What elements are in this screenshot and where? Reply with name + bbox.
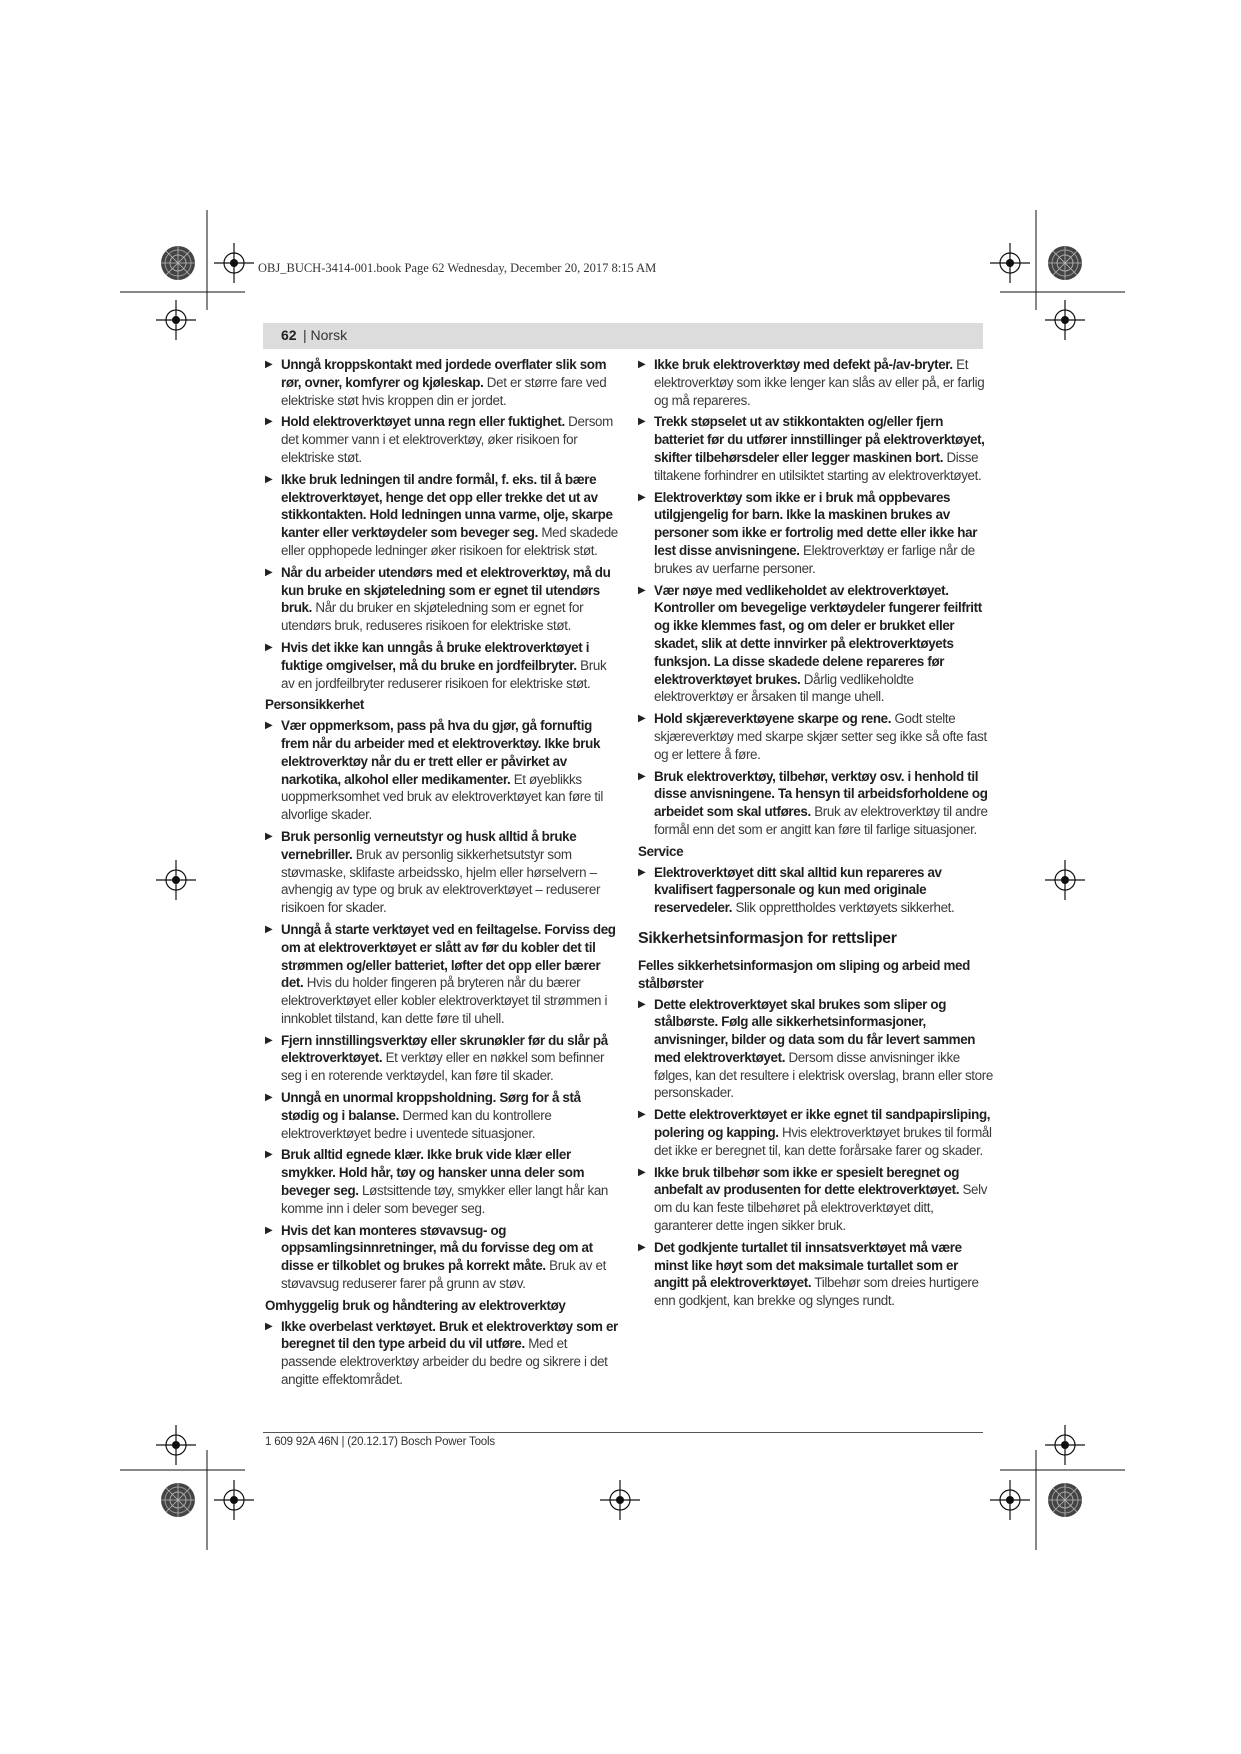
color-target-icon: [161, 1483, 195, 1517]
item-normal-text: Elektroverktøy er farlige når de brukes av uerfarne personer.: [654, 542, 975, 576]
triangle-bullet-icon: ▶: [265, 830, 273, 842]
list-item: [638, 1164, 993, 1235]
triangle-bullet-icon: ▶: [638, 713, 646, 725]
list-item: [265, 921, 620, 1028]
left-column: [265, 356, 620, 1393]
item-bold-text: Hold elektroverktøyet unna regn eller fuktighet.: [281, 414, 565, 430]
item-normal-text: Slik opprettholdes verktøyets sikkerhet.: [732, 900, 955, 916]
subhead-service: Service: [638, 843, 684, 859]
item-normal-text: Et elektroverktøy som ikke lenger kan slås av eller på, er farlig og må repareres.: [654, 357, 985, 408]
item-normal-text: Løstsittende tøy, smykker eller langt hår kan komme inn i deler som beveger seg.: [281, 1183, 609, 1216]
triangle-bullet-icon: ▶: [265, 641, 273, 653]
item-bold-text: Bruk alltid egnede klær. Ikke bruk vide klær eller smykker. Hold hår, tøy og hansker unna deler som beveger seg.: [281, 1147, 585, 1199]
registration-mark-icon: [1045, 300, 1085, 340]
item-bold-text: Det godkjente turtallet til innsatsverktøyet må være minst like høyt som det maksimale turtallet som er angitt på elektroverktøyet.: [654, 1239, 962, 1291]
list-item: [638, 356, 993, 409]
header-language: [303, 327, 347, 343]
list-item: [638, 413, 993, 484]
item-bold-text: Ikke bruk ledningen til andre formål, f. eks. til å bære elektroverktøyet, henge det opp eller trekke det ut av stikkontakten. Hold ledningen unna varme, olje, skarpe kanter eller verktøydeler som beveger seg.: [281, 471, 613, 541]
triangle-bullet-icon: ▶: [265, 720, 273, 732]
print-slug: OBJ_BUCH-3414-001.book Page 62 Wednesday, December 20, 2017 8:15 AM: [258, 261, 657, 275]
color-target-icon: [161, 246, 195, 280]
triangle-bullet-icon: ▶: [638, 491, 646, 503]
registration-mark-icon: [990, 243, 1030, 283]
triangle-bullet-icon: ▶: [265, 1034, 273, 1046]
list-item: [265, 413, 620, 466]
triangle-bullet-icon: ▶: [265, 1149, 273, 1161]
triangle-bullet-icon: ▶: [638, 416, 646, 428]
item-normal-text: Bruk av elektroverktøy til andre formål enn det som er angitt kan føre til farlige situasjoner.: [654, 804, 988, 837]
registration-mark-icon: [1045, 1425, 1085, 1465]
subhead-personsikkerhet: Personsikkerhet: [265, 697, 364, 713]
right-column: [638, 356, 993, 1314]
item-bold-text: Dette elektroverktøyet er ikke egnet til sandpapirsliping, polering og kapping.: [654, 1107, 991, 1141]
footer-rule: [263, 1432, 983, 1433]
item-bold-text: Hold skjæreverktøyene skarpe og rene.: [654, 711, 892, 727]
registration-mark-icon: [156, 300, 196, 340]
triangle-bullet-icon: ▶: [638, 584, 646, 596]
item-normal-text: Bruk av en jordfeilbryter reduserer risikoen for elektriske støt.: [281, 657, 607, 691]
triangle-bullet-icon: ▶: [265, 923, 273, 935]
item-normal-text: Bruk av personlig sikkerhetsutstyr som støvmaske, sklifaste arbeidssko, hjelm eller hørselvern – avhengig av type og bruk av elektroverktøyet – reduserer risikoen for skader.: [281, 846, 601, 916]
list-item: [638, 996, 993, 1103]
left-list-2: [265, 717, 620, 1293]
list-item: [265, 1032, 620, 1085]
item-bold-text: Vær oppmerksom, pass på hva du gjør, gå fornuftig frem når du arbeider med et elektroverktøy. Ikke bruk elektroverktøy når du er trett eller er påvirket av narkotika, alkohol eller medikamenter.: [281, 718, 601, 787]
item-bold-text: Bruk personlig verneutstyr og husk alltid å bruke vernebriller.: [281, 828, 577, 862]
list-item: [265, 356, 620, 409]
item-bold-text: Unngå å starte verktøyet ved en feiltagelse. Forviss deg om at elektroverktøyet er slått av før du kobler det til strømmen og/eller batteriet, løfter det opp eller bærer det.: [281, 921, 616, 991]
section-title: Sikkerhetsinformasjon for rettsliper: [638, 929, 897, 947]
item-normal-text: Et øyeblikks uoppmerksomhet ved bruk av elektroverktøyet kan føre til alvorlige skader.: [281, 771, 603, 823]
item-bold-text: Trekk støpselet ut av stikkontakten og/eller fjern batteriet før du utfører innstillinger på elektroverktøyet, skifter tilbehørsdeler eller legger maskinen bort.: [654, 414, 985, 465]
left-list-3: [265, 1318, 620, 1389]
item-normal-text: Når du bruker en skjøteledning som er egnet for utendørs bruk, reduseres risikoen for elektriske støt.: [281, 600, 584, 634]
triangle-bullet-icon: ▶: [265, 1320, 273, 1332]
registration-mark-icon: [214, 243, 254, 283]
list-item: [638, 768, 993, 839]
triangle-bullet-icon: ▶: [638, 1109, 646, 1121]
registration-mark-icon: [156, 860, 196, 900]
item-normal-text: Dårlig vedlikeholdte elektroverktøy er årsaken til mange uhell.: [654, 671, 914, 705]
list-item: [638, 582, 993, 707]
triangle-bullet-icon: ▶: [265, 566, 273, 578]
list-item: [638, 1106, 993, 1159]
page-number: 62: [281, 327, 297, 343]
list-item: [638, 1239, 993, 1310]
item-bold-text: Dette elektroverktøyet skal brukes som sliper og stålbørste. Følg alle sikkerhetsinformasjoner, anvisninger, bilder og data som du får levert sammen med elektroverktøyet.: [654, 996, 976, 1065]
left-list-1: [265, 356, 620, 692]
triangle-bullet-icon: ▶: [265, 1224, 273, 1236]
right-list-1: [638, 356, 993, 839]
item-bold-text: Hvis det kan monteres støvavsug- og oppsamlingsinnretninger, må du forvisse deg om at disse er tilkoblet og brukes på korrekt måte.: [281, 1222, 593, 1274]
language-label: Norsk: [310, 327, 348, 343]
list-item: [265, 471, 620, 560]
list-item: [265, 564, 620, 635]
list-item: [265, 1146, 620, 1217]
subhead-felles-sikkerhet: Felles sikkerhetsinformasjon om sliping og arbeid med stålbørster: [638, 957, 970, 991]
list-item: [265, 639, 620, 692]
registration-mark-icon: [156, 1425, 196, 1465]
item-normal-text: Et verktøy eller en nøkkel som befinner seg i en roterende verktøydel, kan føre til skader.: [281, 1050, 605, 1084]
triangle-bullet-icon: ▶: [265, 473, 273, 485]
triangle-bullet-icon: ▶: [638, 866, 646, 878]
item-bold-text: Bruk elektroverktøy, tilbehør, verktøy osv. i henhold til disse anvisningene. Ta hensyn til arbeidsforholdene og arbeidet som skal utføres.: [654, 768, 988, 820]
triangle-bullet-icon: ▶: [638, 359, 646, 370]
right-list-2: [638, 864, 993, 917]
triangle-bullet-icon: ▶: [265, 359, 273, 370]
item-bold-text: Unngå kroppskontakt med jordede overflater slik som rør, ovner, komfyrer og kjøleskap.: [281, 357, 607, 390]
item-bold-text: Ikke overbelast verktøyet. Bruk et elektroverktøy som er beregnet til den type arbeid du vil utføre.: [281, 1318, 618, 1352]
item-normal-text: Dersom det kommer vann i et elektroverktøy, øker risikoen for elektriske støt.: [281, 414, 613, 465]
triangle-bullet-icon: ▶: [638, 1241, 646, 1253]
registration-mark-icon: [214, 1480, 254, 1520]
list-item: [265, 1318, 620, 1389]
header-separator: |: [303, 327, 307, 343]
list-item: [638, 864, 993, 917]
item-bold-text: Når du arbeider utendørs med et elektroverktøy, må du kun bruke en skjøteledning som er egnet til utendørs bruk.: [281, 564, 611, 616]
triangle-bullet-icon: ▶: [265, 1092, 273, 1104]
item-bold-text: Ikke bruk tilbehør som ikke er spesielt beregnet og anbefalt av produsenten for dette elektroverktøyet.: [654, 1164, 960, 1198]
list-item: [638, 489, 993, 578]
item-bold-text: Elektroverktøyet ditt skal alltid kun repareres av kvalifisert fagpersonale og kun med originale reservedeler.: [654, 864, 942, 916]
list-item: [265, 828, 620, 917]
triangle-bullet-icon: ▶: [638, 770, 646, 782]
registration-mark-icon: [1045, 860, 1085, 900]
color-target-icon: [1048, 246, 1082, 280]
item-normal-text: Tilbehør som dreies hurtigere enn godkjent, kan brekke og slynges rundt.: [654, 1275, 979, 1309]
list-item: [265, 1089, 620, 1142]
subhead-omhyggelig-bruk: Omhyggelig bruk og håndtering av elektroverktøy: [265, 1297, 566, 1313]
item-bold-text: Elektroverktøy som ikke er i bruk må oppbevares utilgjengelig for barn. Ikke la maskinen brukes av personer som ikke er fortrolig med dette eller ikke har lest disse anvisningene.: [654, 489, 978, 558]
item-normal-text: Med skadede eller opphopede ledninger øker risikoen for elektrisk støt.: [281, 525, 618, 558]
item-normal-text: Godt stelte skjæreverktøy med skarpe skjær setter seg ikke så ofte fast og er lettere å føre.: [654, 711, 987, 762]
item-normal-text: Bruk av et støvavsug reduserer farer på grunn av støv.: [281, 1258, 606, 1292]
triangle-bullet-icon: ▶: [638, 1166, 646, 1178]
registration-mark-icon: [600, 1480, 640, 1520]
triangle-bullet-icon: ▶: [265, 416, 273, 428]
right-list-3: [638, 996, 993, 1311]
item-bold-text: Hvis det ikke kan unngås å bruke elektroverktøyet i fuktige omgivelser, må du bruke en jordfeilbryter.: [281, 639, 590, 673]
item-bold-text: Fjern innstillingsverktøy eller skrunøkler før du slår på elektroverktøyet.: [281, 1032, 608, 1066]
list-item: [638, 710, 993, 763]
item-bold-text: Unngå en unormal kroppsholdning. Sørg for å stå stødig og i balanse.: [281, 1090, 581, 1123]
triangle-bullet-icon: ▶: [638, 998, 646, 1010]
item-normal-text: Selv om du kan feste tilbehøret på elektroverktøyet ditt, garanterer dette ingen sikker bruk.: [654, 1182, 988, 1234]
registration-mark-icon: [990, 1480, 1030, 1520]
item-normal-text: Hvis du holder fingeren på bryteren når du bærer elektroverktøyet eller kobler elektroverktøyet til strømmen i innkoblet tilstand, kan dette føre til uhell.: [281, 975, 608, 1026]
item-bold-text: Ikke bruk elektroverktøy med defekt på-/av-bryter.: [654, 357, 953, 372]
item-bold-text: Vær nøye med vedlikeholdet av elektroverktøyet. Kontroller om bevegelige verktøydeler fungerer feilfritt og ikke klemmes fast, og om deler er brukket eller skadet, slik at dette innvirker på elektroverktøyets funksjon. La disse skadede delene repareres før elektroverktøyet brukes.: [654, 582, 982, 687]
item-normal-text: Disse tiltakene forhindrer en utilsiktet starting av elektroverktøyet.: [654, 449, 982, 483]
page-header: [263, 323, 983, 349]
color-target-icon: [1048, 1483, 1082, 1517]
page-footer: 1 609 92A 46N | (20.12.17) Bosch Power Tools: [265, 1436, 495, 1448]
item-normal-text: Dersom disse anvisninger ikke følges, kan det resultere i elektrisk overslag, brann eller store personskader.: [654, 1049, 993, 1101]
item-normal-text: Hvis elektroverktøyet brukes til formål det ikke er beregnet til, kan dette forårsake farer og skader.: [654, 1125, 992, 1158]
item-normal-text: Det er større fare ved elektriske støt hvis kroppen din er jordet.: [281, 374, 607, 408]
item-normal-text: Dermed kan du kontrollere elektroverktøyet bedre i uventede situasjoner.: [281, 1107, 552, 1141]
item-normal-text: Med et passende elektroverktøy arbeider du bedre og sikrere i det angitte effektområdet.: [281, 1336, 608, 1388]
list-item: [265, 1222, 620, 1293]
list-item: [265, 717, 620, 824]
